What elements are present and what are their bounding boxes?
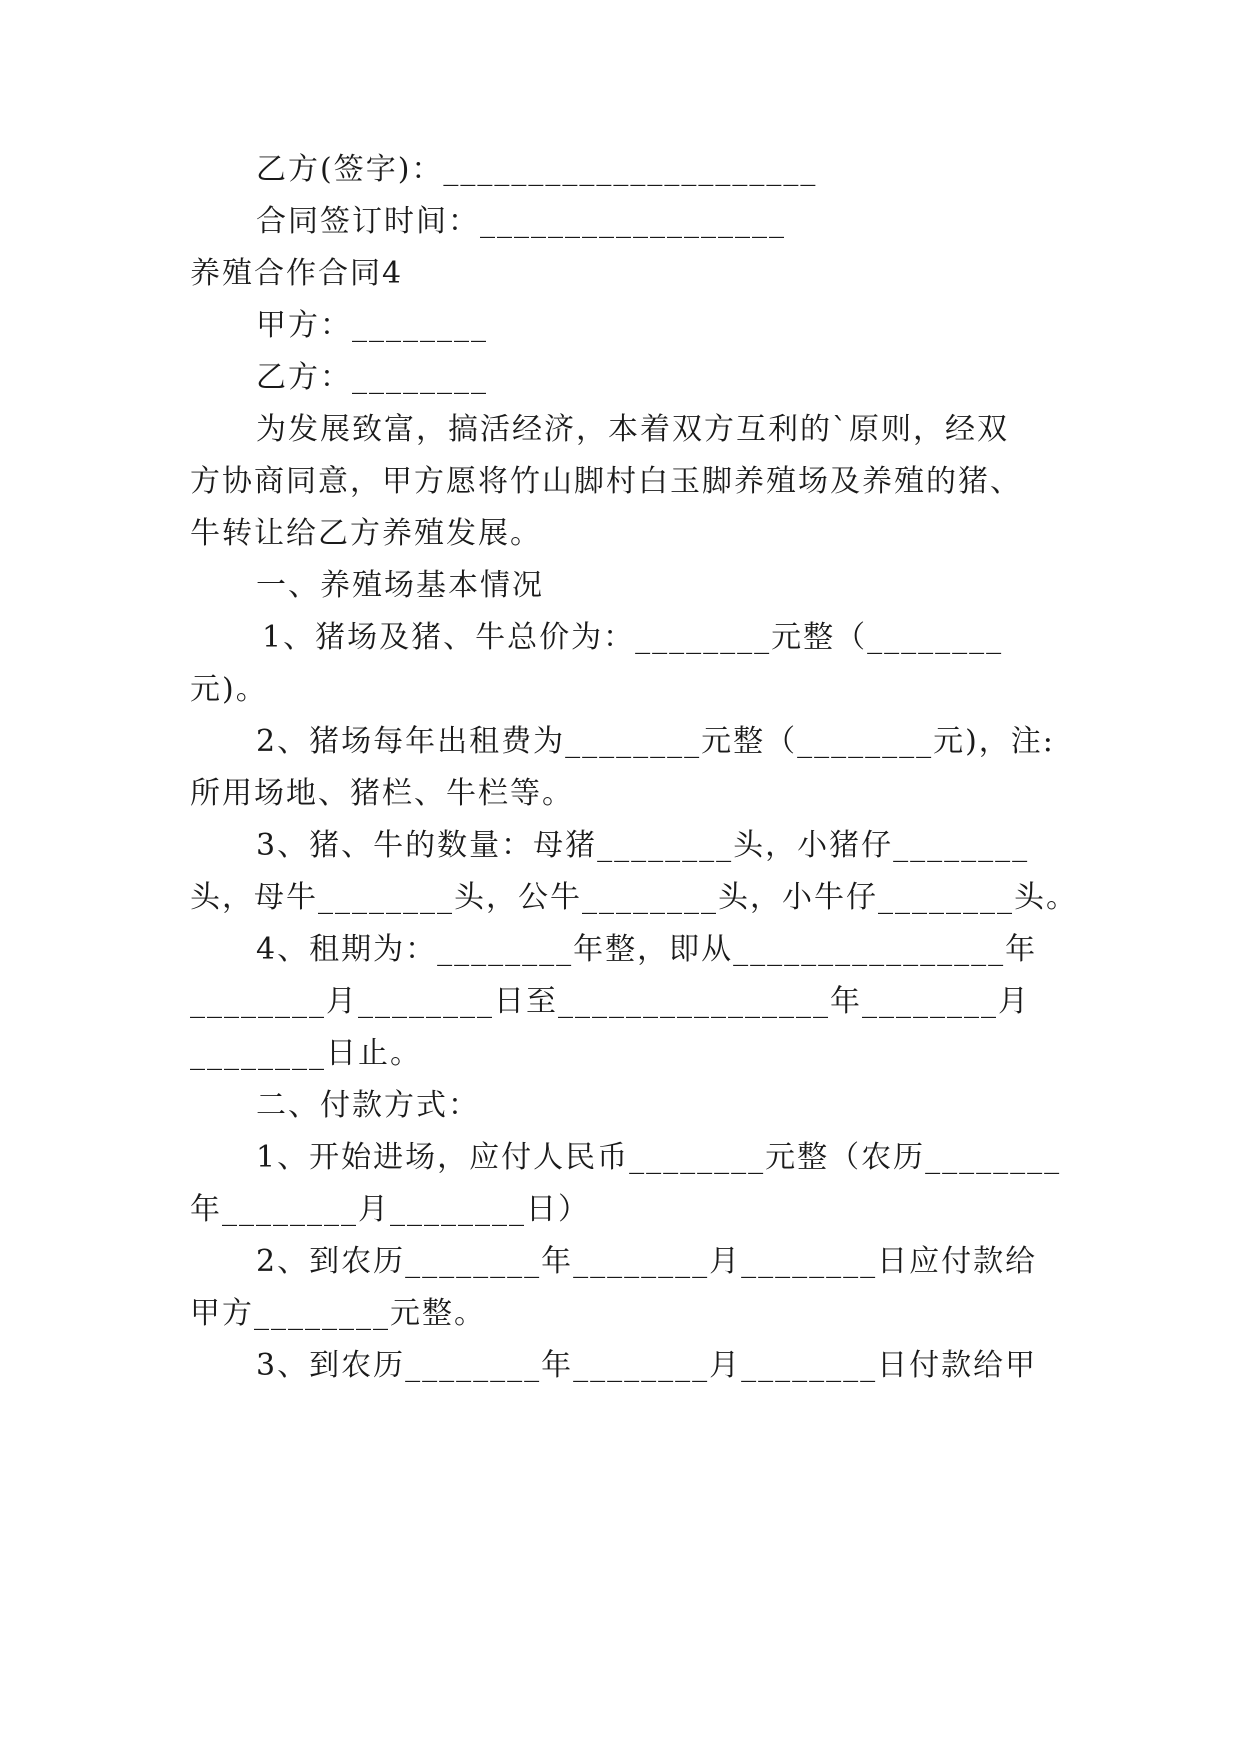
preamble-line-3: 牛转让给乙方养殖发展。 <box>190 516 542 551</box>
clause-1-4-line-3: ________日止。 <box>190 1036 422 1071</box>
signature-party-b: 乙方(签字)：______________________ <box>256 152 818 187</box>
clause-1-2-line-2: 所用场地、猪栏、牛栏等。 <box>190 776 574 811</box>
preamble-line-1: 为发展致富，搞活经济，本着双方互利的`原则，经双 <box>256 412 1009 447</box>
section-heading-1: 一、养殖场基本情况 <box>256 568 544 603</box>
clause-2-2-line-2: 甲方________元整。 <box>190 1296 486 1331</box>
clause-1-1-line-1: 1、猪场及猪、牛总价为：________元整（________ <box>262 620 1004 655</box>
clause-1-3-line-1: 3、猪、牛的数量：母猪________头，小猪仔________ <box>256 828 1030 863</box>
clause-2-1-line-2: 年________月________日） <box>190 1192 590 1227</box>
clause-2-3-line-1: 3、到农历________年________月________日付款给甲 <box>256 1348 1038 1383</box>
clause-1-2-line-1: 2、猪场每年出租费为________元整（________元)，注: <box>256 724 1055 759</box>
party-b: 乙方：________ <box>256 360 488 395</box>
clause-1-1-line-2: 元)。 <box>190 672 268 707</box>
clause-1-4-line-2: ________月________日至________________年________月 <box>190 984 1030 1019</box>
party-a: 甲方：________ <box>256 308 488 343</box>
clause-1-3-line-2: 头，母牛________头，公牛________头，小牛仔________头。 <box>190 880 1078 915</box>
preamble-line-2: 方协商同意，甲方愿将竹山脚村白玉脚养殖场及养殖的猪、 <box>190 464 1022 499</box>
clause-2-1-line-1: 1、开始进场，应付人民币________元整（农历________ <box>256 1140 1062 1175</box>
clause-1-4-line-1: 4、租期为：________年整，即从________________年 <box>256 932 1038 967</box>
section-heading-2: 二、付款方式： <box>256 1088 480 1123</box>
contract-title: 养殖合作合同4 <box>190 256 404 291</box>
signing-date: 合同签订时间：__________________ <box>256 204 786 239</box>
clause-2-2-line-1: 2、到农历________年________月________日应付款给 <box>256 1244 1038 1279</box>
